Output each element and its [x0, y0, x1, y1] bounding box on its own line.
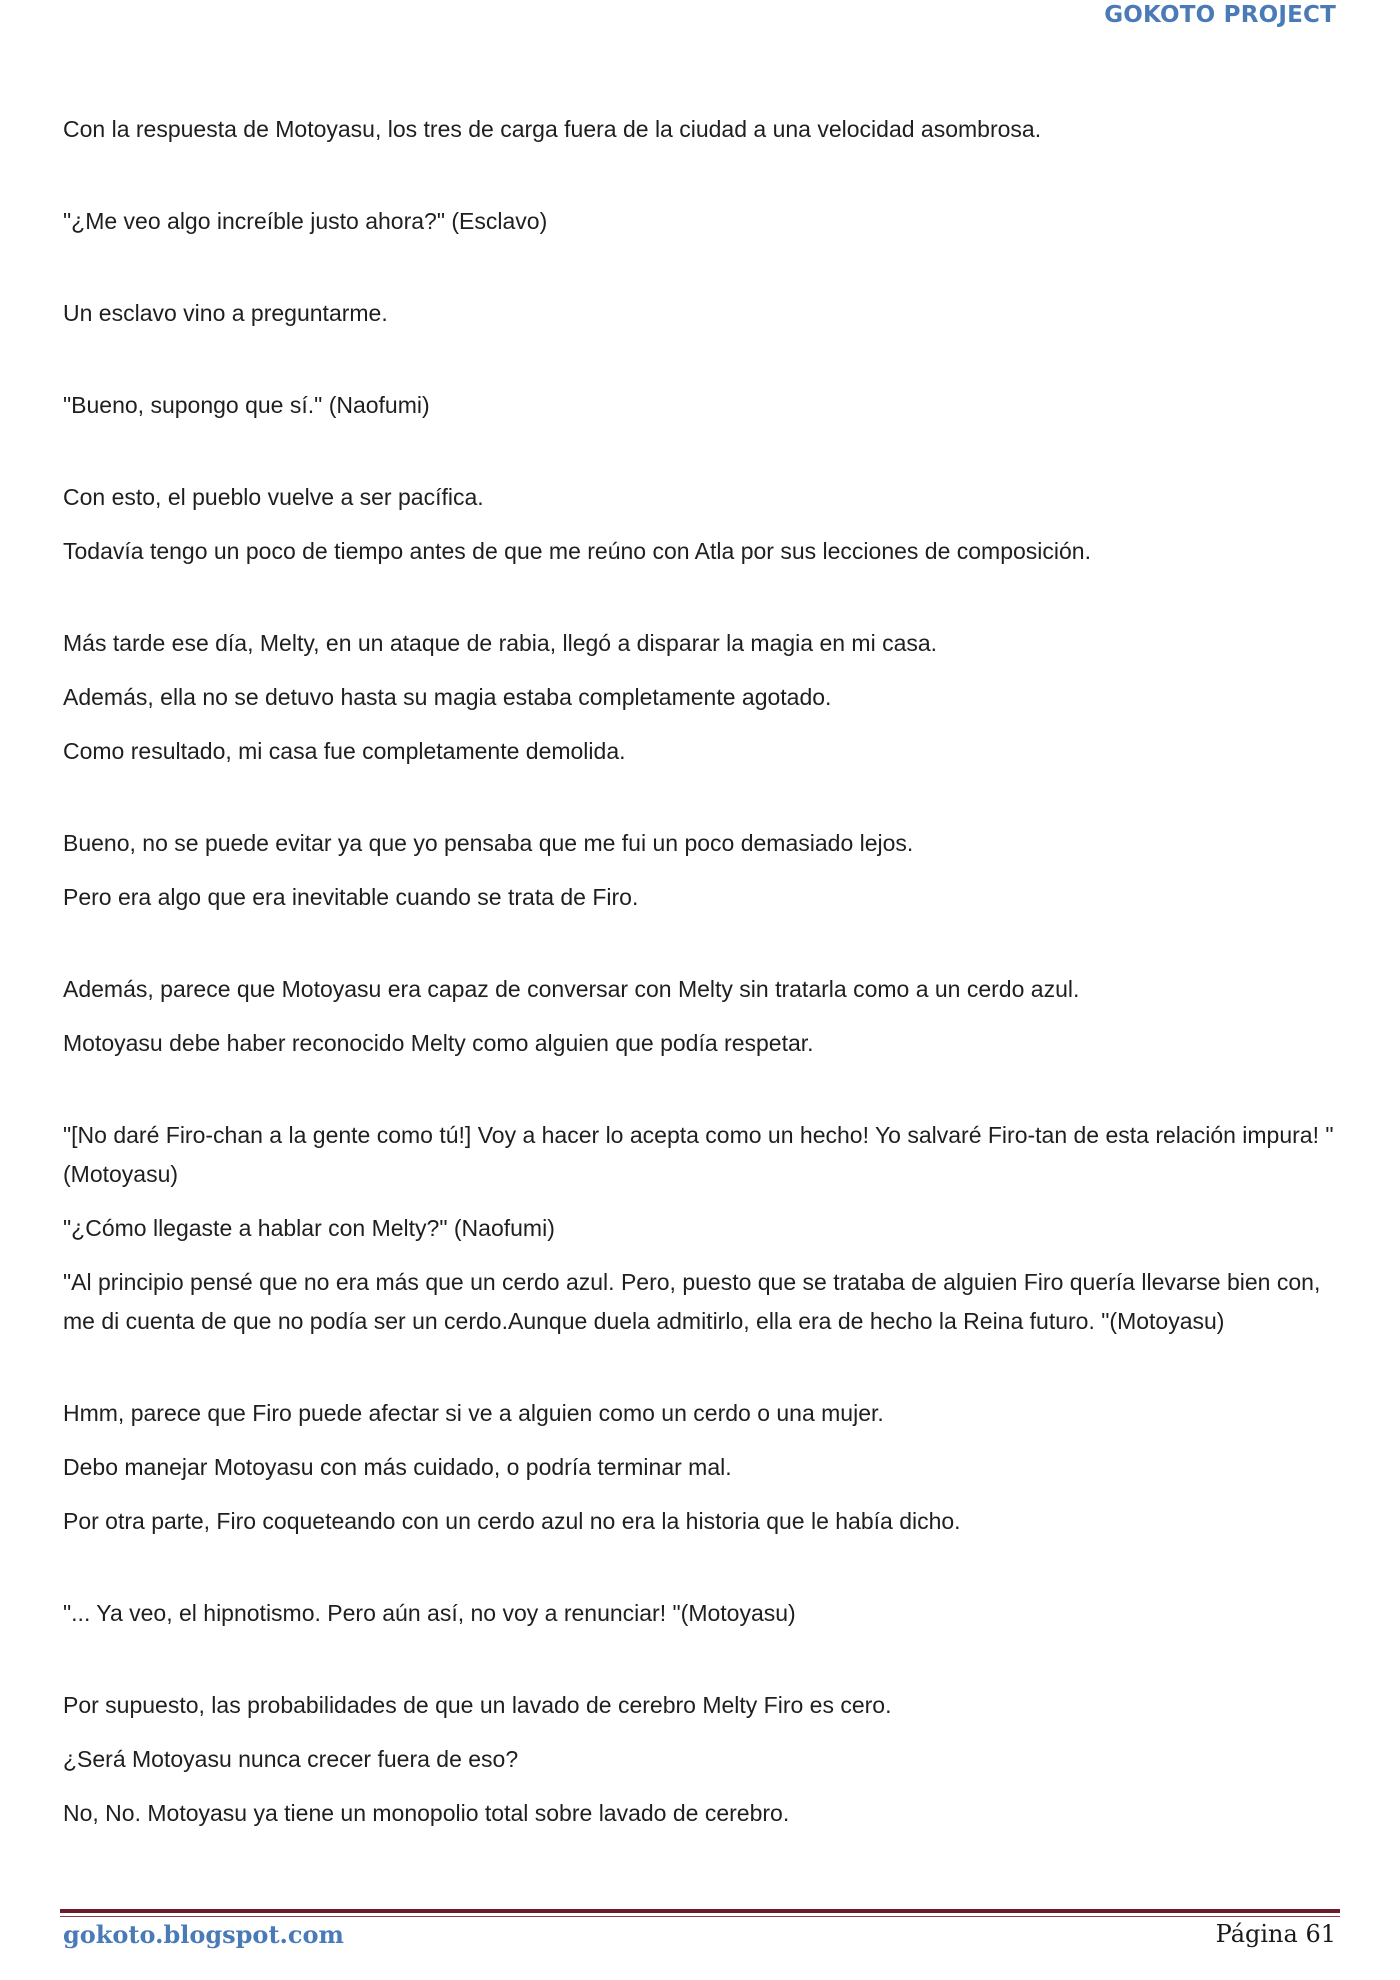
paragraph: "... Ya veo, el hipnotismo. Pero aún así, no voy a renunciar! "(Motoyasu) — [63, 1600, 796, 1626]
paragraph: Además, ella no se detuvo hasta su magia estaba completamente agotado. — [63, 684, 832, 710]
paragraph: Además, parece que Motoyasu era capaz de conversar con Melty sin tratarla como a un cerdo azul. — [63, 976, 1080, 1002]
paragraph: Bueno, no se puede evitar ya que yo pensaba que me fui un poco demasiado lejos. — [63, 830, 914, 856]
paragraph: Con esto, el pueblo vuelve a ser pacífica. — [63, 484, 484, 510]
paragraph: Hmm, parece que Firo puede afectar si ve a alguien como un cerdo o una mujer. — [63, 1400, 884, 1426]
paragraph: "¿Me veo algo increíble justo ahora?" (Esclavo) — [63, 208, 548, 234]
paragraph: Motoyasu debe haber reconocido Melty como alguien que podía respetar. — [63, 1030, 814, 1056]
paragraph: Un esclavo vino a preguntarme. — [63, 300, 388, 326]
paragraph: Como resultado, mi casa fue completamente demolida. — [63, 738, 626, 764]
paragraph: "¿Cómo llegaste a hablar con Melty?" (Naofumi) — [63, 1215, 555, 1241]
paragraph: "Al principio pensé que no era más que un cerdo azul. Pero, puesto que se trataba de alguien Firo quería llevarse bien con, me di cuenta de que no podía ser un cerdo.Aunque duela admitirlo, ella era de hecho la Reina futuro. "(Motoyasu) — [63, 1269, 1321, 1334]
paragraph: Pero era algo que era inevitable cuando se trata de Firo. — [63, 884, 639, 910]
paragraph: "Bueno, supongo que sí." (Naofumi) — [63, 392, 430, 418]
footer-rule — [60, 1909, 1340, 1913]
footer-rule-thin — [60, 1916, 1340, 1917]
page-body — [63, 110, 1338, 1833]
paragraph: Con la respuesta de Motoyasu, los tres de carga fuera de la ciudad a una velocidad asombrosa. — [63, 116, 1042, 142]
paragraph: "[No daré Firo-chan a la gente como tú!] Voy a hacer lo acepta como un hecho! Yo salvaré Firo-tan de esta relación impura! "(Motoyasu) — [63, 1122, 1334, 1187]
paragraph: Todavía tengo un poco de tiempo antes de que me reúno con Atla por sus lecciones de composición. — [63, 538, 1091, 564]
paragraph: Debo manejar Motoyasu con más cuidado, o podría terminar mal. — [63, 1454, 732, 1480]
paragraph: ¿Será Motoyasu nunca crecer fuera de eso? — [63, 1746, 519, 1772]
page-number: Página 61 — [1215, 1920, 1336, 1948]
paragraph: No, No. Motoyasu ya tiene un monopolio total sobre lavado de cerebro. — [63, 1800, 790, 1826]
paragraph: Por otra parte, Firo coqueteando con un cerdo azul no era la historia que le había dicho. — [63, 1508, 961, 1534]
paragraph: Por supuesto, las probabilidades de que un lavado de cerebro Melty Firo es cero. — [63, 1692, 892, 1718]
paragraph: Más tarde ese día, Melty, en un ataque de rabia, llegó a disparar la magia en mi casa. — [63, 630, 938, 656]
footer-site-link[interactable]: gokoto.blogspot.com — [63, 1920, 344, 1949]
header-title: GOKOTO PROJECT — [1104, 2, 1336, 28]
